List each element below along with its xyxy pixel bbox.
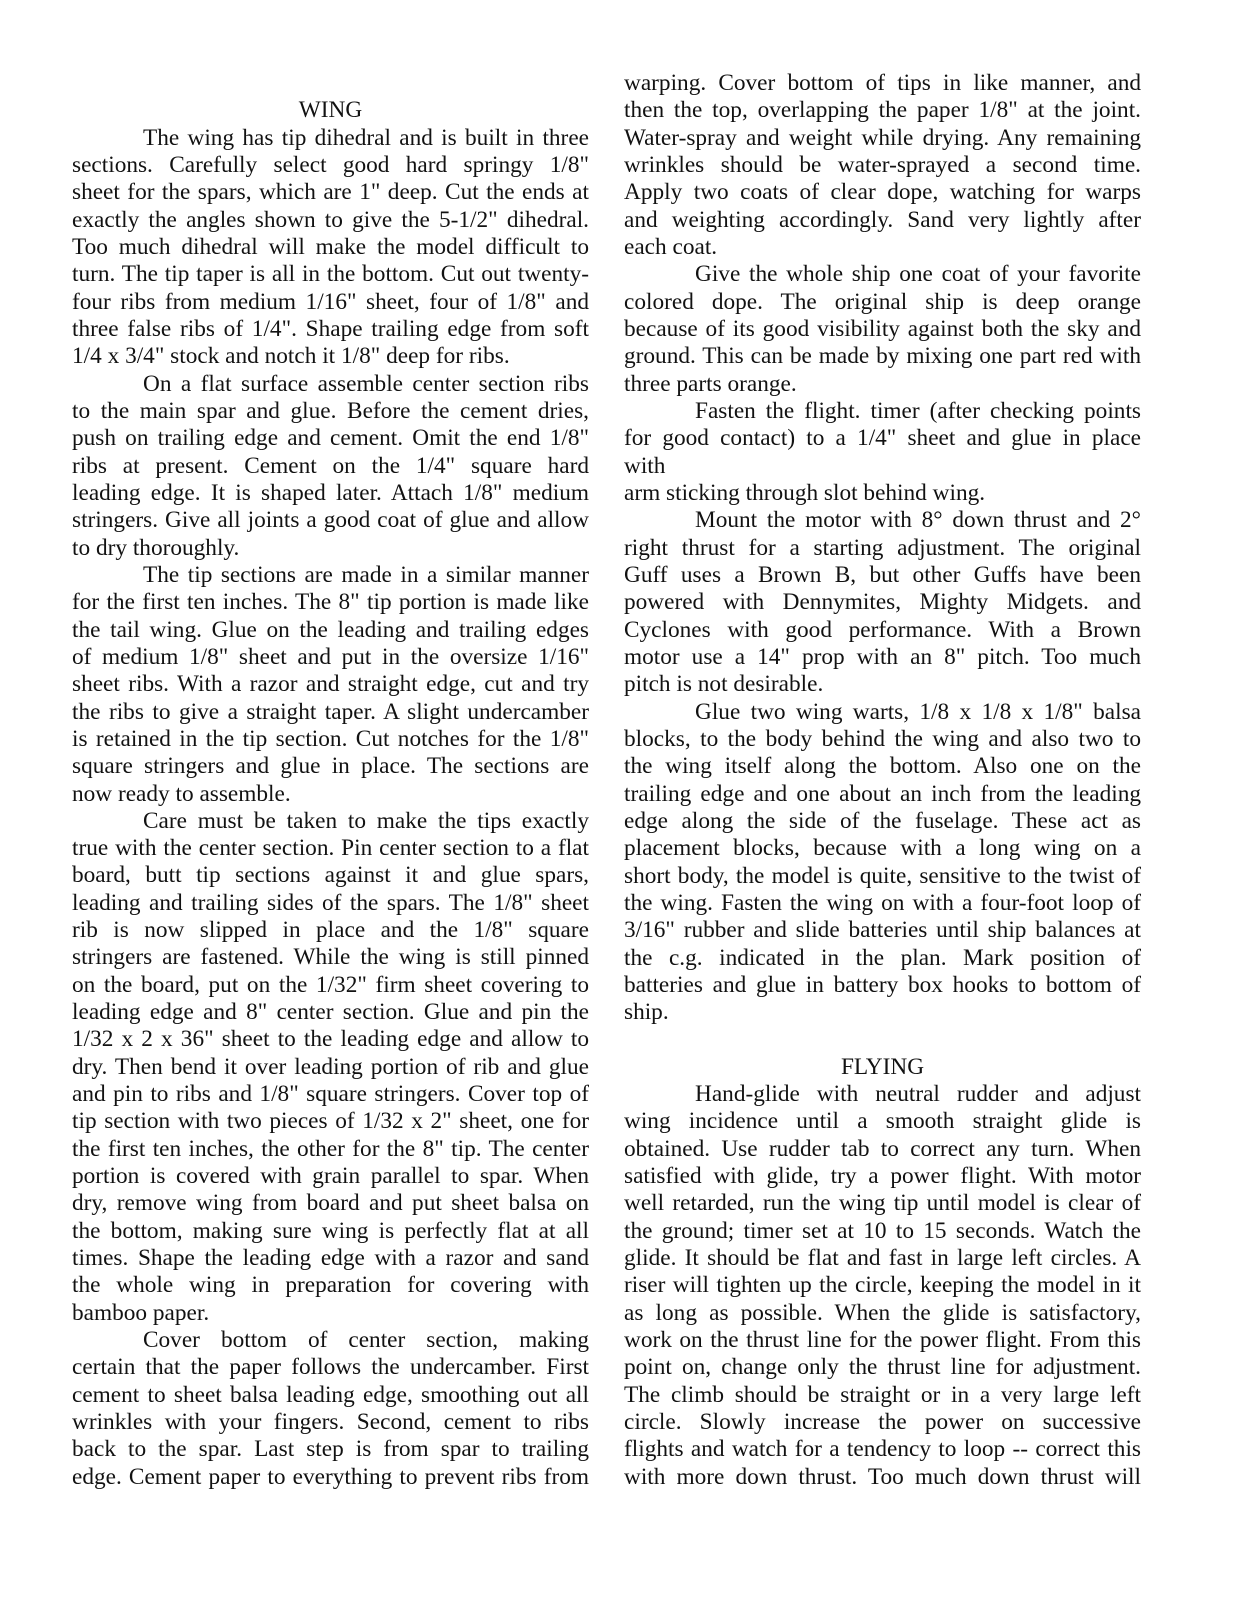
text-line: cement to sheet balsa leading edge, smoothing out all <box>72 1381 589 1408</box>
text-line: tip section with two pieces of 1/32 x 2" sheet, one for <box>72 1108 589 1135</box>
text-line: portion is covered with grain parallel to spar. When <box>72 1163 589 1190</box>
right-column <box>624 70 1141 1491</box>
text-line: leading and trailing sides of the spars. The 1/8" sheet <box>72 889 589 916</box>
text-line: 1/4 x 3/4" stock and notch it 1/8" deep for ribs. <box>72 343 510 370</box>
text-line: the ground; timer set at 10 to 15 seconds. Watch the <box>624 1217 1141 1244</box>
text-line: then the top, overlapping the paper 1/8" at the joint. <box>624 97 1141 124</box>
text-line: pitch is not desirable. <box>624 671 824 698</box>
text-line: work on the thrust line for the power flight. From this <box>624 1327 1141 1354</box>
text-line: certain that the paper follows the undercamber. First <box>72 1354 589 1381</box>
text-line: motor use a 14" prop with an 8" pitch. Too much <box>624 643 1141 670</box>
paragraph <box>72 125 589 371</box>
text-line: The wing has tip dihedral and is built in three <box>143 124 589 151</box>
text-line: right thrust for a starting adjustment. The original <box>624 534 1141 561</box>
text-line: sections. Carefully select good hard springy 1/8" <box>72 151 589 178</box>
text-line: flights and watch for a tendency to loop -- correct this <box>624 1436 1141 1463</box>
text-line: circle. Slowly increase the power on successive <box>624 1409 1141 1436</box>
text-line: Cyclones with good performance. With a Brown <box>624 616 1141 643</box>
text-line: warping. Cover bottom of tips in like manner, and <box>624 70 1141 96</box>
text-line: of medium 1/8" sheet and put in the oversize 1/16" <box>72 643 589 670</box>
text-line: leading edge and 8" center section. Glue and pin the <box>72 999 589 1026</box>
text-line: powered with Dennymites, Mighty Midgets. and <box>624 589 1141 616</box>
text-line: sheet ribs. With a razor and straight edge, cut and try <box>72 671 589 698</box>
text-line: true with the center section. Pin center section to a flat <box>72 835 589 862</box>
text-line: the wing. Fasten the wing on with a four-foot loop of <box>624 889 1141 916</box>
text-line: the tail wing. Glue on the leading and trailing edges <box>72 616 589 643</box>
text-line: Guff uses a Brown B, but other Guffs have been <box>624 561 1141 588</box>
text-line: batteries and glue in battery box hooks to bottom of <box>624 971 1141 998</box>
text-line: push on trailing edge and cement. Omit the end 1/8" <box>72 425 589 452</box>
text-line: leading edge. It is shaped later. Attach 1/8" medium <box>72 479 589 506</box>
text-line: square stringers and glue in place. The sections are <box>72 753 589 780</box>
text-line: The tip sections are made in a similar manner <box>143 561 589 588</box>
text-line: dry, remove wing from board and put sheet balsa on <box>72 1190 589 1217</box>
section-heading-flying: FLYING <box>840 1053 925 1080</box>
text-line: four ribs from medium 1/16" sheet, four of 1/8" and <box>72 288 589 315</box>
text-line: bamboo paper. <box>72 1299 210 1326</box>
text-line: wrinkles with your fingers. Second, cement to ribs <box>72 1409 589 1436</box>
text-line: Cover bottom of center section, making <box>143 1327 589 1354</box>
text-line: Apply two coats of clear dope, watching for warps <box>624 179 1141 206</box>
text-line: placement blocks, because with a long wing on a <box>624 835 1141 862</box>
text-line: times. Shape the leading edge with a razor and sand <box>72 1245 589 1272</box>
text-line: for the first ten inches. The 8" tip portion is made like <box>72 589 589 616</box>
paragraph <box>72 562 589 808</box>
text-line: with <box>624 452 666 479</box>
text-line: on the board, put on the 1/32" firm sheet covering to <box>72 971 589 998</box>
text-line: point on, change only the thrust line for adjustment. <box>624 1354 1141 1381</box>
left-column <box>72 97 589 1491</box>
text-line: arm sticking through slot behind wing. <box>624 479 986 506</box>
text-line: exactly the angles shown to give the 5-1/2" dihedral. <box>72 206 589 233</box>
text-line: ribs at present. Cement on the 1/4" square hard <box>72 452 589 479</box>
text-line: 1/32 x 2 x 36" sheet to the leading edge and allow to <box>72 1026 589 1053</box>
text-line: dry. Then bend it over leading portion of rib and glue <box>72 1053 589 1080</box>
text-line: 3/16" rubber and slide batteries until ship balances at <box>624 917 1141 944</box>
text-line: glide. It should be flat and fast in large left circles. A <box>624 1245 1141 1272</box>
text-line: the wing itself along the bottom. Also one on the <box>624 753 1141 780</box>
text-line: Too much dihedral will make the model difficult to <box>72 233 589 260</box>
text-line: ground. This can be made by mixing one part red with <box>624 343 1141 370</box>
text-line: ship. <box>624 999 669 1026</box>
text-line: three false ribs of 1/4". Shape trailing edge from soft <box>72 315 589 342</box>
text-line: each coat. <box>624 233 718 260</box>
text-line: colored dope. The original ship is deep orange <box>624 288 1141 315</box>
text-line: wrinkles should be water-sprayed a second time. <box>624 151 1141 178</box>
text-line: satisfied with glide, try a power flight. With motor <box>624 1163 1141 1190</box>
paragraph <box>624 699 1141 1027</box>
paragraph-continued <box>624 70 1141 261</box>
text-line: edge along the side of the fuselage. These act as <box>624 807 1141 834</box>
text-line: the c.g. indicated in the plan. Mark position of <box>624 944 1141 971</box>
text-line: three parts orange. <box>624 370 797 397</box>
text-line: and weighting accordingly. Sand very lightly after <box>624 206 1141 233</box>
text-line: stringers are fastened. While the wing is still pinned <box>72 944 589 971</box>
text-line: and pin to ribs and 1/8" square stringers. Cover top of <box>72 1081 589 1108</box>
text-line: the first ten inches, the other for the 8" tip. The center <box>72 1135 589 1162</box>
paragraph <box>624 261 1141 398</box>
paragraph <box>72 371 589 562</box>
text-line: The climb should be straight or in a very large left <box>624 1381 1141 1408</box>
paragraph <box>72 808 589 1327</box>
text-line: riser will tighten up the circle, keeping the model in it <box>624 1272 1141 1299</box>
text-line: to dry thoroughly. <box>72 534 240 561</box>
text-line: the ribs to give a straight taper. A slight undercamber <box>72 698 589 725</box>
paragraph <box>72 1327 589 1491</box>
text-line: now ready to assemble. <box>72 780 291 807</box>
text-line: trailing edge and one about an inch from the leading <box>624 780 1141 807</box>
text-line: turn. The tip taper is all in the bottom. Cut out twenty- <box>72 261 589 288</box>
section-heading-wing: WING <box>298 97 363 124</box>
text-line: board, butt tip sections against it and glue spars, <box>72 862 589 889</box>
text-line: because of its good visibility against both the sky and <box>624 315 1141 342</box>
text-line: well retarded, run the wing tip until model is clear of <box>624 1190 1141 1217</box>
blank-line <box>624 1026 1141 1053</box>
text-line: Care must be taken to make the tips exactly <box>143 807 589 834</box>
text-line: On a flat surface assemble center section ribs <box>143 370 589 397</box>
text-line: stringers. Give all joints a good coat of glue and allow <box>72 507 589 534</box>
text-line: Hand-glide with neutral rudder and adjust <box>695 1081 1141 1108</box>
text-line: with more down thrust. Too much down thrust will <box>624 1463 1141 1490</box>
paragraph <box>624 1081 1141 1491</box>
text-line: short body, the model is quite, sensitive to the twist of <box>624 862 1141 889</box>
text-line: obtained. Use rudder tab to correct any turn. When <box>624 1135 1141 1162</box>
text-line: the whole wing in preparation for covering with <box>72 1272 589 1299</box>
text-line: as long as possible. When the glide is satisfactory, <box>624 1299 1141 1326</box>
text-line: the bottom, making sure wing is perfectly flat at all <box>72 1217 589 1244</box>
text-line: blocks, to the body behind the wing and also two to <box>624 725 1141 752</box>
text-line: edge. Cement paper to everything to prevent ribs from <box>72 1463 589 1490</box>
text-line: sheet for the spars, which are 1" deep. Cut the ends at <box>72 179 589 206</box>
text-line: is retained in the tip section. Cut notches for the 1/8" <box>72 725 589 752</box>
text-line: wing incidence until a smooth straight glide is <box>624 1108 1141 1135</box>
text-line: Water-spray and weight while drying. Any remaining <box>624 124 1141 151</box>
text-line: for good contact) to a 1/4" sheet and glue in place <box>624 425 1141 452</box>
text-line: Fasten the flight. timer (after checking points <box>695 397 1141 424</box>
text-line: Glue two wing warts, 1/8 x 1/8 x 1/8" balsa <box>695 698 1141 725</box>
paragraph <box>624 398 1141 507</box>
text-line: Mount the motor with 8° down thrust and 2° <box>695 507 1141 534</box>
text-line: rib is now slipped in place and the 1/8" square <box>72 917 589 944</box>
paragraph <box>624 507 1141 698</box>
text-line: back to the spar. Last step is from spar to trailing <box>72 1436 589 1463</box>
text-line: to the main spar and glue. Before the cement dries, <box>72 397 589 424</box>
text-line: Give the whole ship one coat of your favorite <box>695 261 1141 288</box>
